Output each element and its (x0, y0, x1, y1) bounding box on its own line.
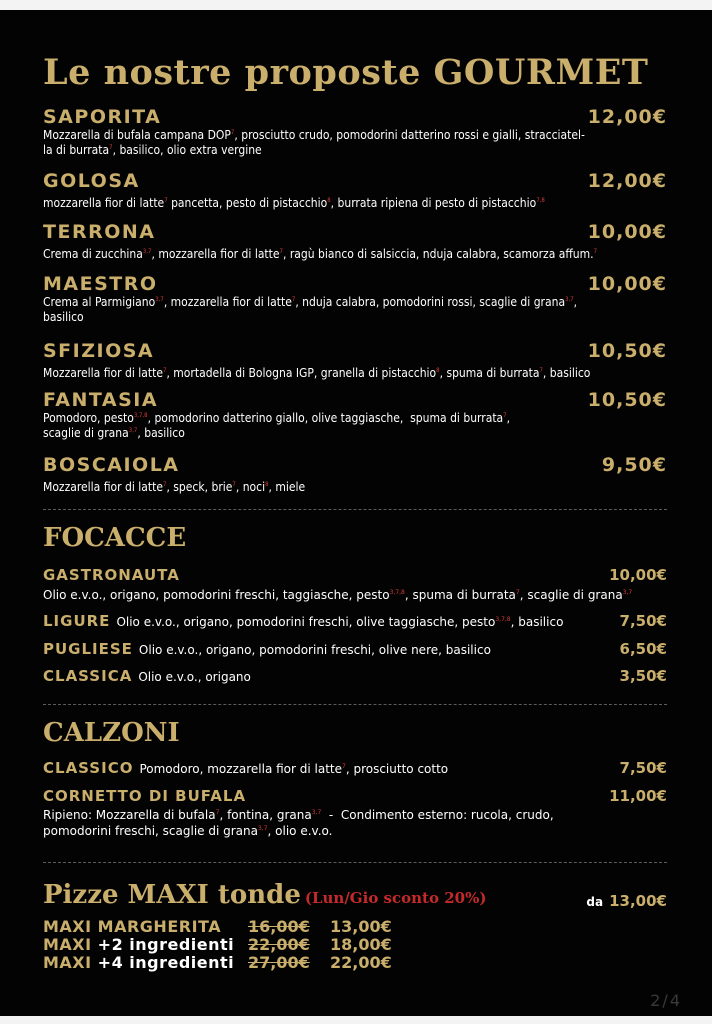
menu-page (0, 10, 712, 1016)
maxi-row (43, 954, 392, 972)
item-price: 10,00€ (609, 566, 667, 584)
maxi-row-label: MAXI MARGHERITA (43, 917, 222, 936)
item-name: PUGLIESE (43, 640, 133, 658)
item-description: Pomodoro, mozzarella fior di latte$^7$, prosciutto cotto (139, 762, 449, 776)
item-description: Mozzarella fior di latte$^7$, speck, brie$^7$, noci$^8$, miele (43, 480, 306, 494)
item-price: 6,50€ (619, 640, 667, 658)
section-divider (43, 509, 667, 510)
maxi-starting-price (586, 892, 667, 910)
maxi-new-price: 22,00€ (330, 953, 392, 972)
menu-item-gastronauta (43, 566, 667, 584)
menu-item-fantasia (43, 389, 667, 441)
maxi-from-label: da (586, 895, 604, 909)
section-title-focacce: FOCACCE (43, 523, 187, 553)
maxi-old-price: 16,00€ (248, 917, 310, 936)
maxi-row-extra: +4 ingredienti (91, 953, 235, 972)
item-description: Olio e.v.o., origano, pomodorini freschi, olive nere, basilico (138, 643, 491, 657)
item-price: 12,00€ (587, 106, 667, 128)
maxi-row-extra: +2 ingredienti (91, 935, 235, 954)
item-name: SAPORITA (43, 106, 162, 128)
item-price: 11,00€ (609, 787, 667, 805)
item-name: MAESTRO (43, 273, 158, 295)
item-description: Olio e.v.o., origano, pomodorini freschi, taggiasche, pesto$^{3,7,8}$, spuma di burrata$^7$, scaglie di grana$^{3,7}$ (43, 588, 633, 602)
item-name: BOSCAIOLA (43, 454, 180, 476)
section-divider (43, 862, 667, 863)
item-description: Olio e.v.o., origano, pomodorini freschi, olive taggiasche, pesto$^{3,7,8}$, basilico (116, 615, 564, 629)
item-price: 10,50€ (587, 389, 667, 411)
maxi-row (43, 936, 392, 954)
item-price: 7,50€ (619, 759, 667, 777)
item-name: CORNETTO DI BUFALA (43, 787, 247, 805)
item-price: 7,50€ (619, 612, 667, 630)
item-name: TERRONA (43, 221, 156, 243)
section-title-maxi (43, 880, 486, 910)
menu-item-saporita (43, 106, 667, 158)
item-description: Mozzarella di bufala campana DOP$^7$, prosciutto crudo, pomodorini datterino rossi e gialli, stracciatel- la di burrata$^7$, basilico, olio extra vergine (43, 128, 585, 157)
menu-item-maestro (43, 273, 667, 325)
item-name: FANTASIA (43, 389, 159, 411)
maxi-row-label: MAXI (43, 953, 92, 972)
maxi-new-price: 13,00€ (330, 917, 392, 936)
item-description: Ripieno: Mozzarella di bufala$^7$, fontina, grana$^{3,7}$ - Condimento esterno: rucola, crudo, pomodorini freschi, scaglie di grana$^{3,7}$, olio e.v.o. (43, 808, 554, 838)
menu-item-terrona (43, 221, 667, 262)
item-name: SFIZIOSA (43, 340, 155, 362)
menu-item-cornetto-di-bufala (43, 787, 667, 805)
item-price: 9,50€ (601, 454, 667, 476)
page-title: Le nostre proposte GOURMET (43, 52, 649, 93)
maxi-row (43, 918, 392, 936)
menu-item-calzone-classico (43, 759, 667, 777)
item-price: 12,00€ (587, 170, 667, 192)
section-title-calzoni: CALZONI (43, 718, 180, 748)
menu-item-classica (43, 667, 667, 685)
menu-item-golosa (43, 170, 667, 211)
item-price: 10,00€ (587, 273, 667, 295)
item-name: CLASSICO (43, 759, 134, 777)
maxi-old-price: 22,00€ (248, 935, 310, 954)
maxi-title: Pizze MAXI tonde (43, 880, 301, 910)
item-description: Crema di zucchina$^{3,7}$, mozzarella fior di latte$^7$, ragù bianco di salsiccia, nduja calabra, scamorza affum.$^7$ (43, 247, 598, 261)
section-divider (43, 704, 667, 705)
item-name: CLASSICA (43, 667, 133, 685)
menu-item-ligure (43, 612, 667, 630)
item-name: GASTRONAUTA (43, 566, 180, 584)
item-description: Olio e.v.o., origano (138, 670, 251, 684)
menu-item-boscaiola (43, 454, 667, 495)
maxi-new-price: 18,00€ (330, 935, 392, 954)
item-description: Crema al Parmigiano$^{3,7}$, mozzarella fior di latte$^7$, nduja calabra, pomodorini rossi, scaglie di grana$^{3,7}$, basilico (43, 295, 578, 324)
menu-item-pugliese (43, 640, 667, 658)
item-description: mozzarella fior di latte$^7$ pancetta, pesto di pistacchio$^8$, burrata ripiena di pesto di pistacchio$^{7,8}$ (43, 196, 545, 210)
item-description: Mozzarella fior di latte$^7$, mortadella di Bologna IGP, granella di pistacchio$^8$, spuma di burrata$^7$, basilico (43, 366, 591, 380)
item-price: 10,50€ (587, 340, 667, 362)
maxi-old-price: 27,00€ (248, 953, 310, 972)
item-name: GOLOSA (43, 170, 140, 192)
maxi-promo: (Lun/Gio sconto 20%) (304, 889, 487, 907)
item-description: Pomodoro, pesto$^{3,7,8}$, pomodorino datterino giallo, olive taggiasche, spuma di burrata$^7$, scaglie di grana$^{3,7}$, basilico (43, 411, 511, 440)
maxi-from-price: 13,00€ (609, 892, 667, 910)
maxi-row-label: MAXI (43, 935, 92, 954)
item-price: 3,50€ (619, 667, 667, 685)
page-number: 2/4 (650, 991, 682, 1010)
menu-item-sfiziosa (43, 340, 667, 381)
item-price: 10,00€ (587, 221, 667, 243)
item-name: LIGURE (43, 612, 111, 630)
